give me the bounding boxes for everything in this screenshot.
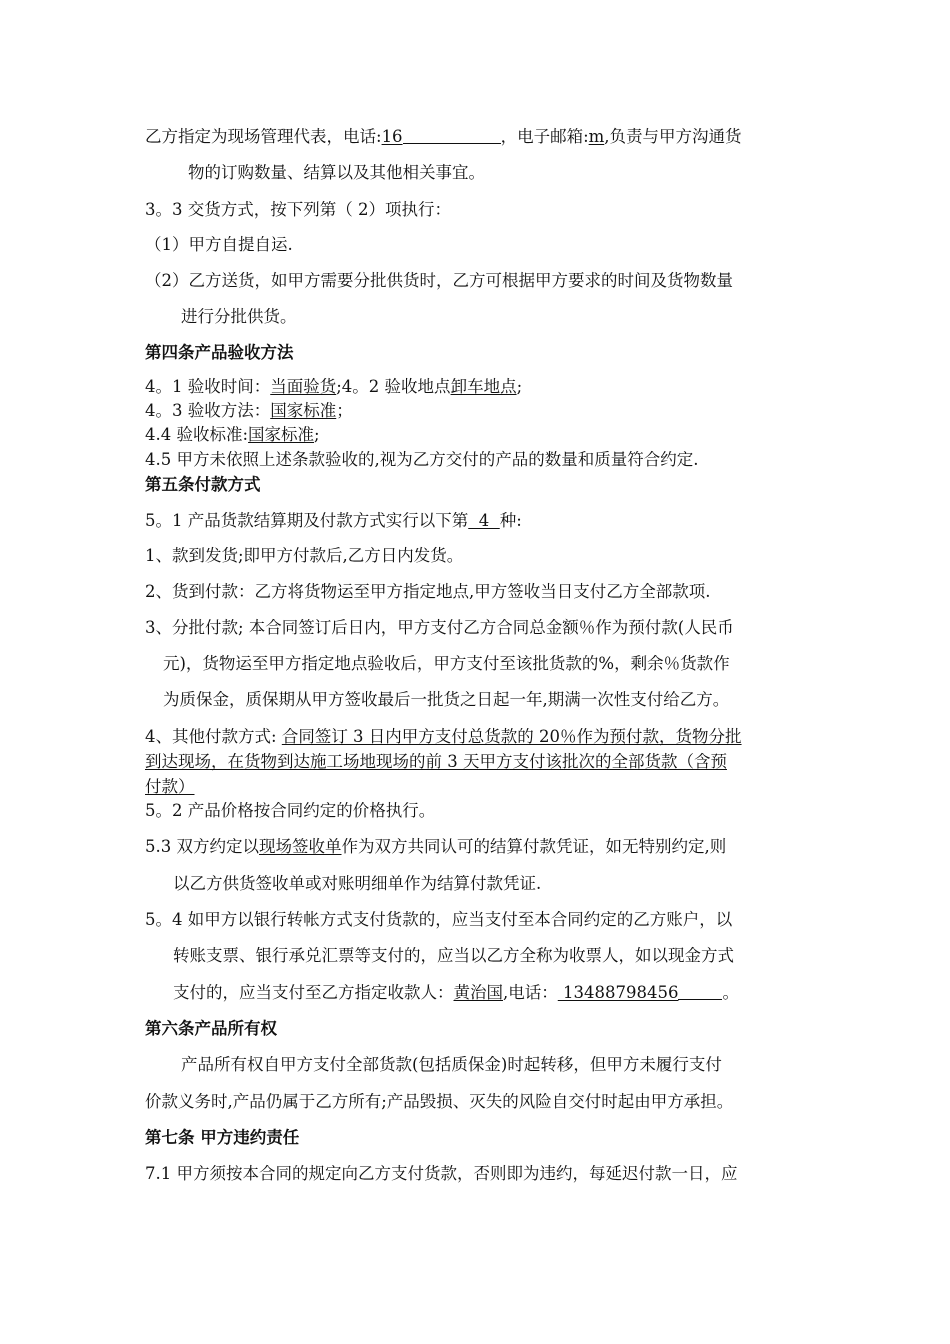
clause-4-1: [145, 376, 522, 398]
other-payment-terms-cont: 付款）: [145, 777, 195, 796]
payment-option-2: 2、货到付款：乙方将货物运至甲方指定地点,甲方签收当日支付乙方全部款项.: [145, 582, 711, 601]
clause-5-4: 5。4 如甲方以银行转帐方式支付货款的，应当支付至本合同约定的乙方账户，以: [145, 910, 733, 929]
section-heading-7: 第七条 甲方违约责任: [145, 1128, 300, 1147]
text: 4、其他付款方式:: [145, 727, 282, 746]
text: ;4。2 验收地点: [336, 377, 451, 396]
text: 5.3 双方约定以: [145, 837, 259, 856]
payee-line: [173, 982, 739, 1004]
inspection-method: 国家标准: [270, 401, 337, 420]
other-payment-terms-cont: 到达现场，在货物到达施工场地现场的前 3 天甲方支付该批次的全部货款（含预: [145, 752, 727, 771]
paragraph-line: 物的订购数量、结算以及其他相关事宜。: [188, 163, 485, 182]
section-heading-4: 第四条产品验收方法: [145, 343, 294, 362]
payment-option-3: 3、分批付款; 本合同签订后日内，甲方支付乙方合同总金额％作为预付款(人民币: [145, 618, 734, 637]
option-1: （1）甲方自提自运.: [145, 235, 293, 254]
text: ,电话：: [503, 983, 558, 1002]
text: 种:: [499, 511, 522, 530]
paragraph-line: 转账支票、银行承兑汇票等支付的，应当以乙方全称为收票人，如以现金方式: [173, 946, 734, 965]
option-2: （2）乙方送货，如甲方需要分批供货时，乙方可根据甲方要求的时间及货物数量: [145, 271, 733, 290]
payee-phone: 13488798456: [557, 983, 679, 1002]
paragraph-line: 以乙方供货签收单或对账明细单作为结算付款凭证.: [173, 874, 542, 893]
inspection-location: 卸车地点: [450, 377, 517, 396]
phone-blank: [403, 127, 501, 144]
text: ，电子邮箱:: [500, 127, 589, 146]
text: ;: [314, 425, 320, 444]
section-heading-5: 第五条付款方式: [145, 475, 261, 494]
clause-3-3: 3。3 交货方式，按下列第（ 2）项执行：: [145, 200, 451, 219]
paragraph-line: 为质保金，质保期从甲方签收最后一批货之日起一年,期满一次性支付给乙方。: [163, 690, 730, 709]
clause-5-2: 5。2 产品价格按合同约定的价格执行。: [145, 801, 436, 820]
paragraph-line: 价款义务时,产品仍属于乙方所有;产品毁损、灭失的风险自交付时起由甲方承担。: [145, 1092, 734, 1111]
text: 作为双方共同认可的结算付款凭证，如无特别约定,则: [341, 837, 727, 856]
inspection-standard: 国家标准: [248, 425, 315, 444]
phone-field: 16: [381, 127, 403, 146]
rep-contact-line: [145, 126, 742, 148]
section-heading-6: 第六条产品所有权: [145, 1019, 277, 1038]
email-field: m: [588, 127, 605, 146]
payment-option-4: [145, 726, 742, 748]
clause-4-5: 4.5 甲方未依照上述条款验收的,视为乙方交付的产品的数量和质量符合约定.: [145, 450, 699, 469]
text: ;: [516, 377, 523, 396]
payee-name: 黄治国: [453, 983, 503, 1002]
paragraph-line: 元)，货物运至甲方指定地点验收后，甲方支付至该批货款的%，剩余％货款作: [163, 654, 730, 673]
clause-4-4: [145, 424, 320, 446]
inspection-time: 当面验货: [270, 377, 337, 396]
other-payment-terms: 合同签订 3 日内甲方支付总货款的 20％作为预付款，货物分批: [281, 727, 742, 746]
ownership-paragraph: 产品所有权自甲方支付全部货款(包括质保金)时起转移，但甲方未履行支付: [181, 1055, 722, 1074]
text: 乙方指定为现场管理代表，电话:: [145, 127, 382, 146]
clause-5-1: [145, 510, 522, 532]
text: ,负责与甲方沟通货: [604, 127, 742, 146]
text: 4。1 验收时间：: [145, 377, 271, 396]
settlement-voucher: 现场签收单: [259, 837, 342, 856]
text: 支付的，应当支付至乙方指定收款人：: [173, 983, 454, 1002]
payment-option-1: 1、款到发货;即甲方付款后,乙方日内发货。: [145, 546, 464, 565]
text: 。: [722, 983, 739, 1002]
text: 4。3 验收方法：: [145, 401, 271, 420]
payee-phone-blank: [678, 983, 722, 1000]
paragraph-line: 进行分批供货。: [181, 307, 297, 326]
text: 4.4 验收标准:: [145, 425, 249, 444]
text: ；: [336, 401, 353, 420]
payment-option-number: 4: [468, 511, 500, 530]
clause-4-3: [145, 400, 353, 422]
text: 5。1 产品货款结算期及付款方式实行以下第: [145, 511, 469, 530]
clause-5-3: [145, 836, 726, 858]
clause-7-1: 7.1 甲方须按本合同的规定向乙方支付货款，否则即为违约，每延迟付款一日，应: [145, 1164, 738, 1183]
